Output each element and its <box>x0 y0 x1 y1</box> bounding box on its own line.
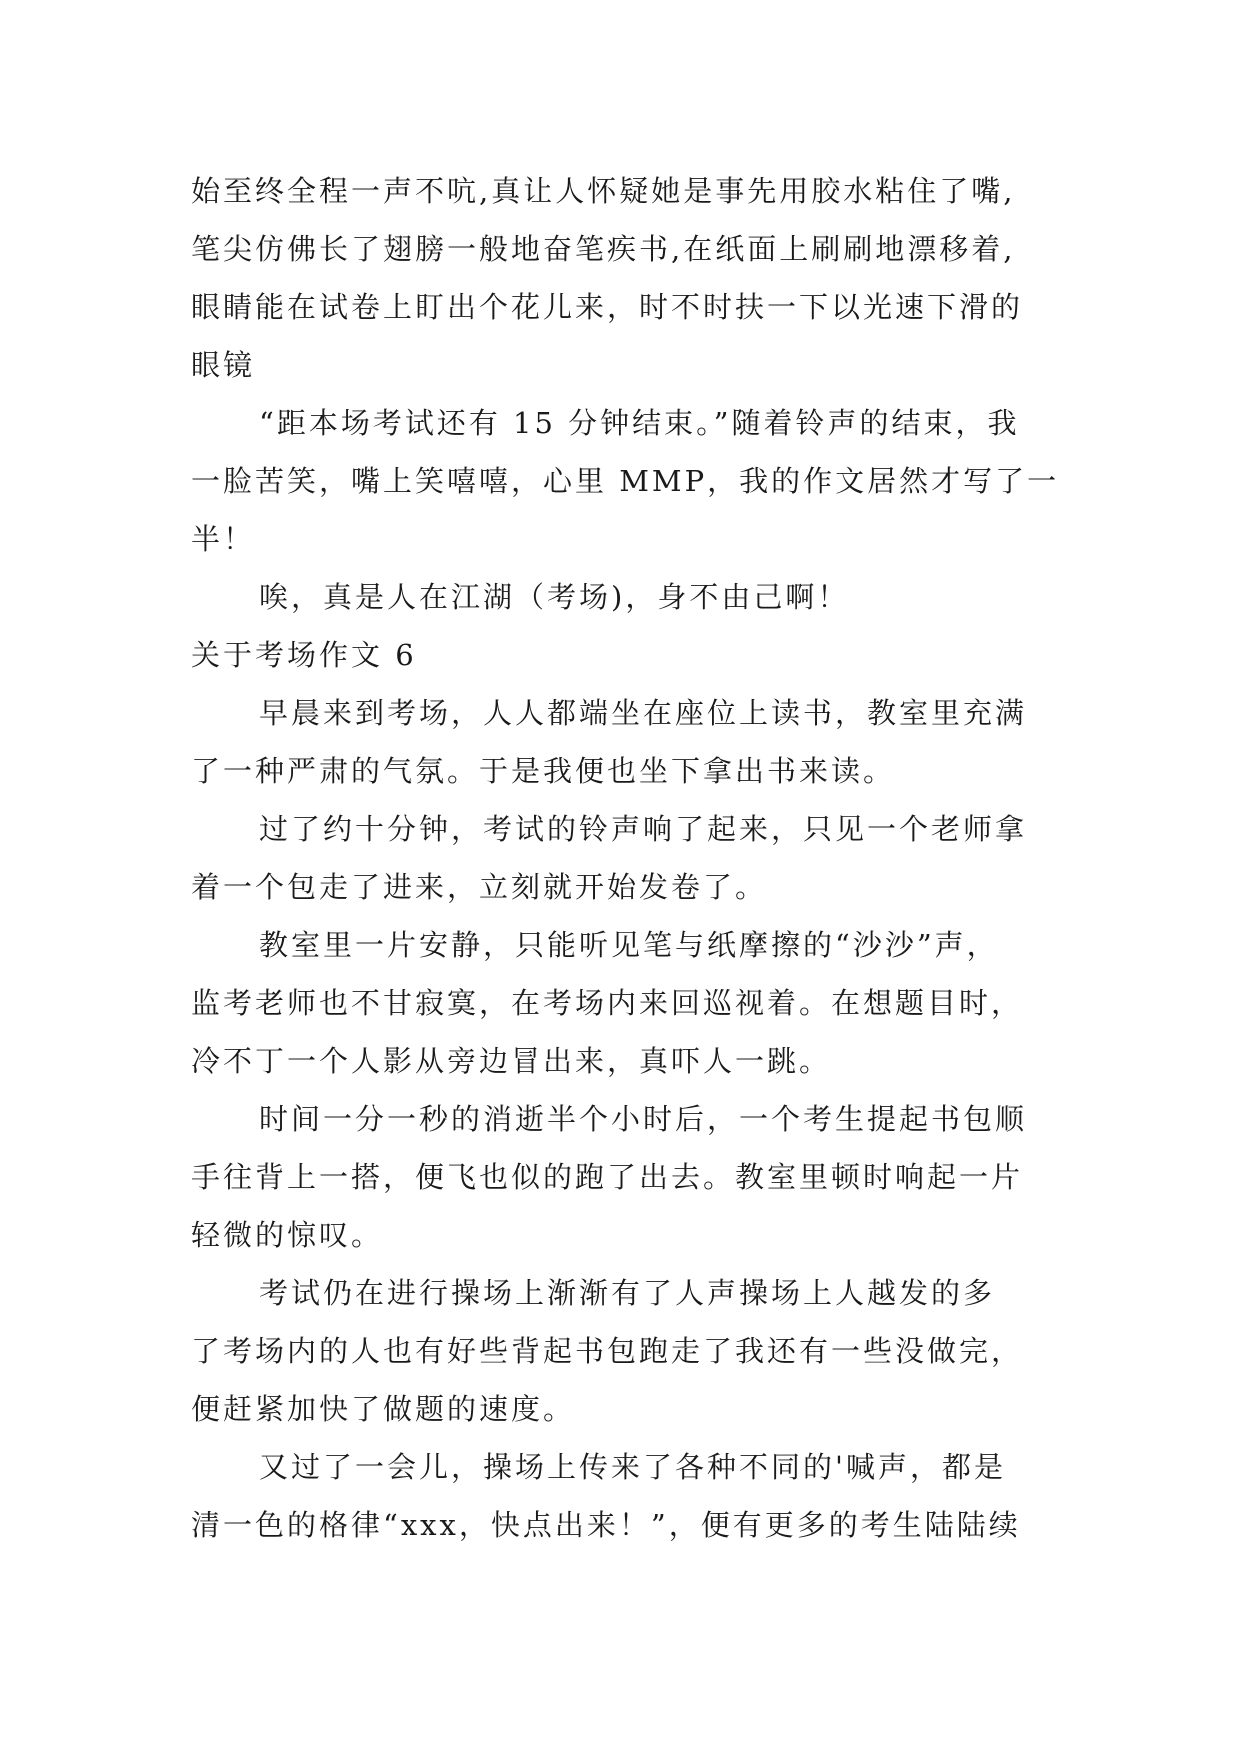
text-line: 便赶紧加快了做题的速度。 <box>191 1392 576 1426</box>
text-line: 始至终全程一声不吭,真让人怀疑她是事先用胶水粘住了嘴, <box>191 174 1016 208</box>
text-line: 了一种严肃的气氛。于是我便也坐下拿出书来读。 <box>191 754 896 788</box>
paragraph-first-line: “距本场考试还有 15 分钟结束。”随着铃声的结束，我 <box>259 406 1020 440</box>
text-line: 眼镜 <box>191 348 256 382</box>
paragraph-first-line: 过了约十分钟，考试的铃声响了起来，只见一个老师拿 <box>259 812 1028 846</box>
paragraph-first-line: 唉，真是人在江湖（考场)，身不由己啊！ <box>259 580 850 614</box>
text-line: 眼睛能在试卷上盯出个花儿来，时不时扶一下以光速下滑的 <box>191 290 1024 324</box>
text-line: 半！ <box>191 522 256 556</box>
text-line: 手往背上一搭，便飞也似的跑了出去。教室里顿时响起一片 <box>191 1160 1024 1194</box>
text-line: 清一色的格律“xxx，快点出来！”，便有更多的考生陆陆续 <box>191 1508 1021 1542</box>
text-line: 轻微的惊叹。 <box>191 1218 384 1252</box>
text-line: 监考老师也不甘寂寞，在考场内来回巡视着。在想题目时， <box>191 986 1024 1020</box>
paragraph-first-line: 早晨来到考场，人人都端坐在座位上读书，教室里充满 <box>259 696 1028 730</box>
paragraph-first-line: 时间一分一秒的消逝半个小时后，一个考生提起书包顺 <box>259 1102 1028 1136</box>
paragraph-first-line: 又过了一会儿，操场上传来了各种不同的'喊声，都是 <box>259 1450 1006 1484</box>
section-heading: 关于考场作文 6 <box>191 638 417 672</box>
text-line: 一脸苦笑，嘴上笑嘻嘻，心里 MMP，我的作文居然才写了一 <box>191 464 1060 498</box>
paragraph-first-line: 教室里一片安静，只能听见笔与纸摩擦的“沙沙”声， <box>259 928 999 962</box>
text-line: 冷不丁一个人影从旁边冒出来，真吓人一跳。 <box>191 1044 832 1078</box>
document-body <box>191 162 1071 1554</box>
text-line: 笔尖仿佛长了翅膀一般地奋笔疾书,在纸面上刷刷地漂移着, <box>191 232 1016 266</box>
paragraph-first-line: 考试仍在进行操场上渐渐有了人声操场上人越发的多 <box>259 1276 996 1310</box>
text-line: 着一个包走了进来，立刻就开始发卷了。 <box>191 870 768 904</box>
text-line: 了考场内的人也有好些背起书包跑走了我还有一些没做完， <box>191 1334 1024 1368</box>
